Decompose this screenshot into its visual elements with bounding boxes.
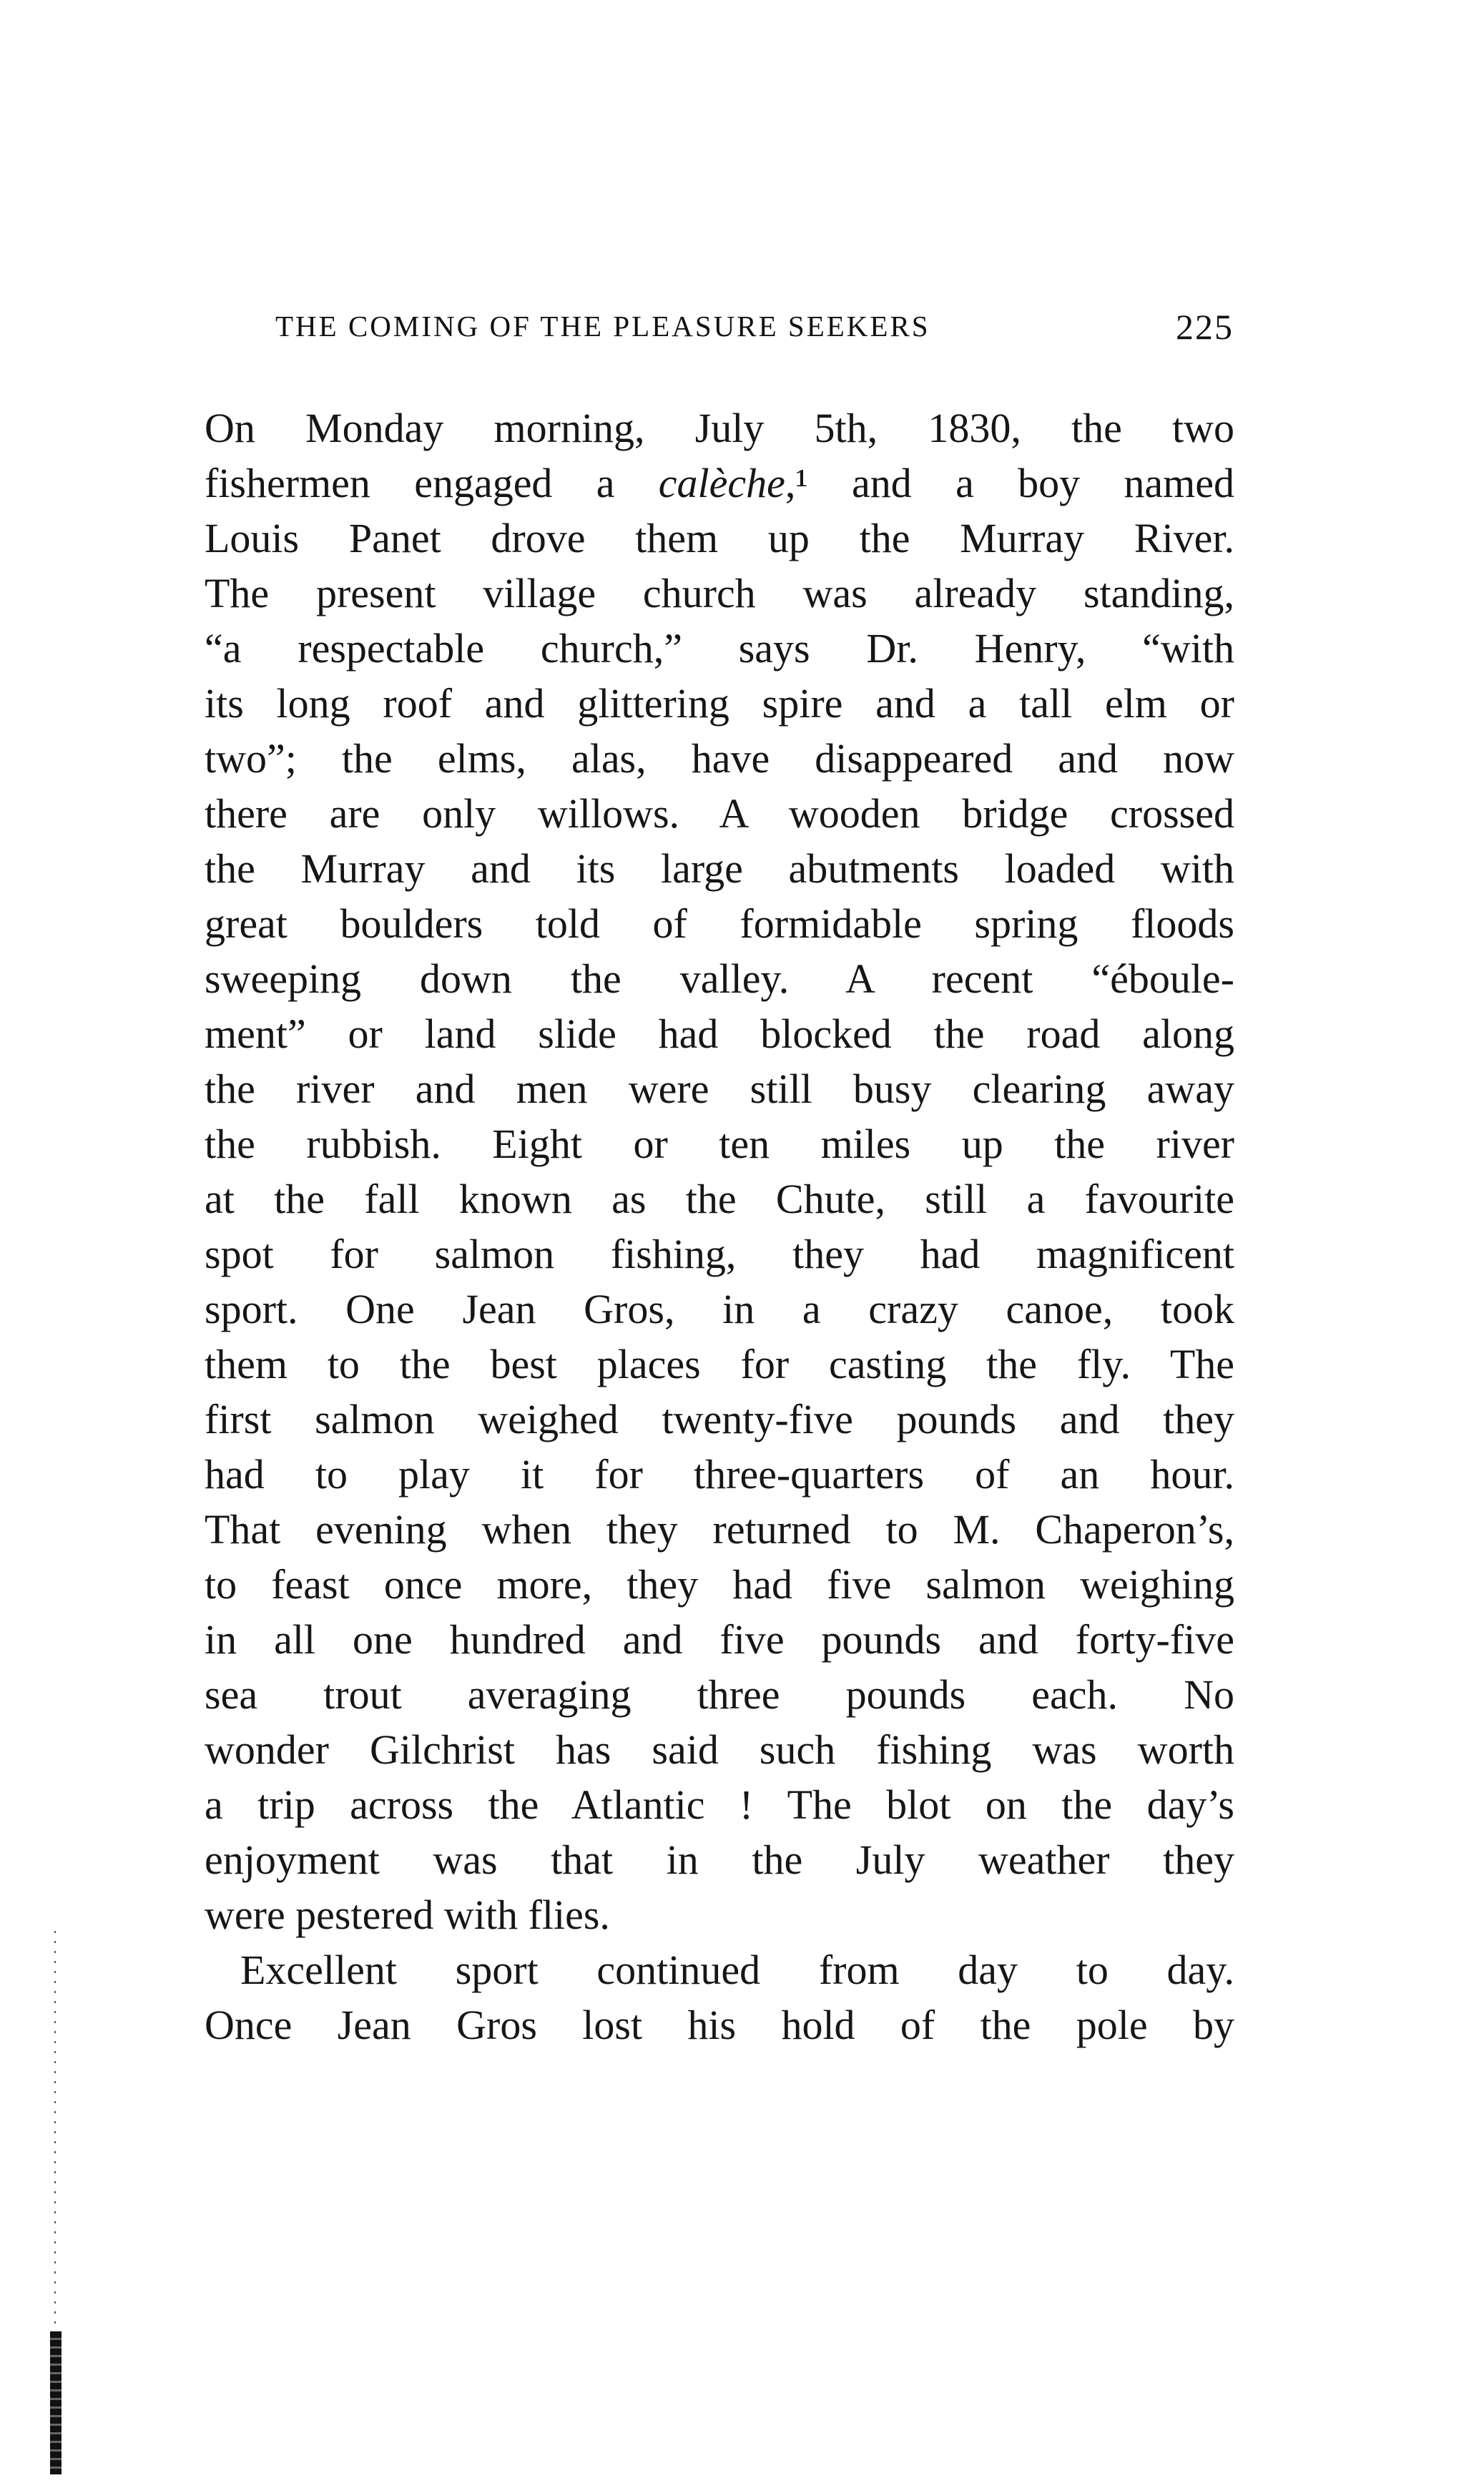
- text-line: there are only willows. A wooden bridge crossed: [205, 790, 1234, 837]
- text-line: first salmon weighed twenty-five pounds and they: [205, 1396, 1234, 1442]
- text-line: had to play it for three-quarters of an hour.: [205, 1451, 1234, 1498]
- text-line: the river and men were still busy clearing away: [205, 1066, 1234, 1112]
- scan-edge-bar: [50, 2331, 62, 2474]
- text-line: at the fall known as the Chute, still a favourite: [205, 1176, 1234, 1222]
- page-number: 225: [1176, 307, 1234, 347]
- text-line: Once Jean Gros lost his hold of the pole by: [205, 2002, 1234, 2048]
- text-line: The present village church was already standing,: [205, 570, 1234, 616]
- text-line: spot for salmon fishing, they had magnificent: [205, 1231, 1234, 1277]
- text-line: “a respectable church,” says Dr. Henry, “with: [205, 625, 1234, 672]
- running-head: [275, 309, 1234, 359]
- text-line: ment” or land slide had blocked the road along: [205, 1011, 1234, 1057]
- text-line: wonder Gilchrist has said such fishing was worth: [205, 1726, 1234, 1773]
- text-line: Louis Panet drove them up the Murray River.: [205, 515, 1234, 561]
- binding-edge-marks: [47, 1931, 69, 2474]
- body-text: [205, 400, 1234, 2052]
- text-line: its long roof and glittering spire and a tall elm or: [205, 680, 1234, 727]
- text-line: in all one hundred and five pounds and forty-five: [205, 1616, 1234, 1663]
- text-line: great boulders told of formidable spring floods: [205, 900, 1234, 947]
- text-line: the Murray and its large abutments loaded with: [205, 845, 1234, 892]
- text-line: them to the best places for casting the fly. The: [205, 1341, 1234, 1387]
- scan-dots: [54, 1931, 56, 2331]
- text-line: fishermen engaged a calèche,¹ and a boy named: [205, 460, 1234, 506]
- text-line: to feast once more, they had five salmon weighing: [205, 1561, 1234, 1608]
- text-line: Excellent sport continued from day to day.: [240, 1947, 1234, 1993]
- text-line: the rubbish. Eight or ten miles up the river: [205, 1121, 1234, 1167]
- text-line: sweeping down the valley. A recent “éboule-: [205, 955, 1234, 1002]
- text-line: two”; the elms, alas, have disappeared and now: [205, 735, 1234, 782]
- text-line: a trip across the Atlantic ! The blot on the day’s: [205, 1781, 1234, 1828]
- text-line: were pestered with flies.: [205, 1892, 610, 1938]
- text-line: That evening when they returned to M. Chaperon’s,: [205, 1506, 1234, 1553]
- chapter-title: THE COMING OF THE PLEASURE SEEKERS: [275, 310, 930, 343]
- text-line: On Monday morning, July 5th, 1830, the two: [205, 405, 1234, 451]
- text-line: sport. One Jean Gros, in a crazy canoe, took: [205, 1286, 1234, 1332]
- text-line: sea trout averaging three pounds each. No: [205, 1671, 1234, 1718]
- text-line: enjoyment was that in the July weather they: [205, 1837, 1234, 1883]
